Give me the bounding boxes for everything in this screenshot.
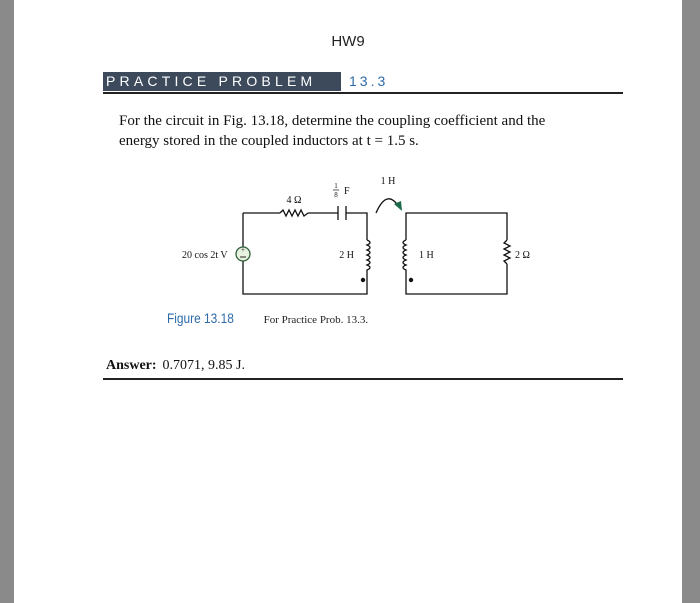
figure-caption-text: For Practice Prob. 13.3. <box>263 314 369 326</box>
problem-line-2: energy stored in the coupled inductors at t = 1.5 s. <box>119 133 419 149</box>
wire-cap-to-coil <box>346 213 367 240</box>
label-inductor-1h: 1 H <box>419 250 434 261</box>
problem-line-1: For the circuit in Fig. 13.18, determine the coupling coefficient and the <box>119 113 546 129</box>
label-capacitor-den: 8 <box>334 191 338 199</box>
label-source: 20 cos 2t V <box>182 250 228 261</box>
label-resistor-2: 2 Ω <box>515 250 530 261</box>
label-capacitor-num: 1 <box>334 182 338 190</box>
label-mutual: 1 H <box>380 176 396 187</box>
inductor-2h <box>367 240 370 272</box>
resistor-4-ohm <box>280 210 308 216</box>
source-plus-sign: + <box>241 246 245 254</box>
practice-problem-label: PRACTICE PROBLEM <box>103 72 341 91</box>
answer-rule <box>103 378 623 380</box>
answer <box>106 358 245 374</box>
answer-value: 0.7071, 9.85 J. <box>162 358 245 373</box>
polarity-dot-left <box>361 278 365 282</box>
page-header-title: HW9 <box>331 33 365 50</box>
wire-right-bottom <box>406 264 507 294</box>
mutual-inductance-arrow <box>376 199 399 213</box>
label-inductor-2h: 2 H <box>339 250 354 261</box>
figure-caption <box>167 310 368 328</box>
wire-left-bottom <box>243 261 367 294</box>
document-page <box>14 0 682 603</box>
figure-number: Figure 13.18 <box>167 310 234 326</box>
polarity-dot-right <box>409 278 413 282</box>
label-capacitor-unit: F <box>344 186 350 197</box>
wire-right-top <box>406 213 507 240</box>
resistor-2-ohm <box>504 240 510 264</box>
practice-problem-number: 13.3 <box>349 73 389 89</box>
answer-label: Answer: <box>106 358 157 373</box>
inductor-1h <box>403 240 406 272</box>
label-resistor-4: 4 Ω <box>286 195 302 206</box>
circuit-diagram <box>14 0 682 603</box>
